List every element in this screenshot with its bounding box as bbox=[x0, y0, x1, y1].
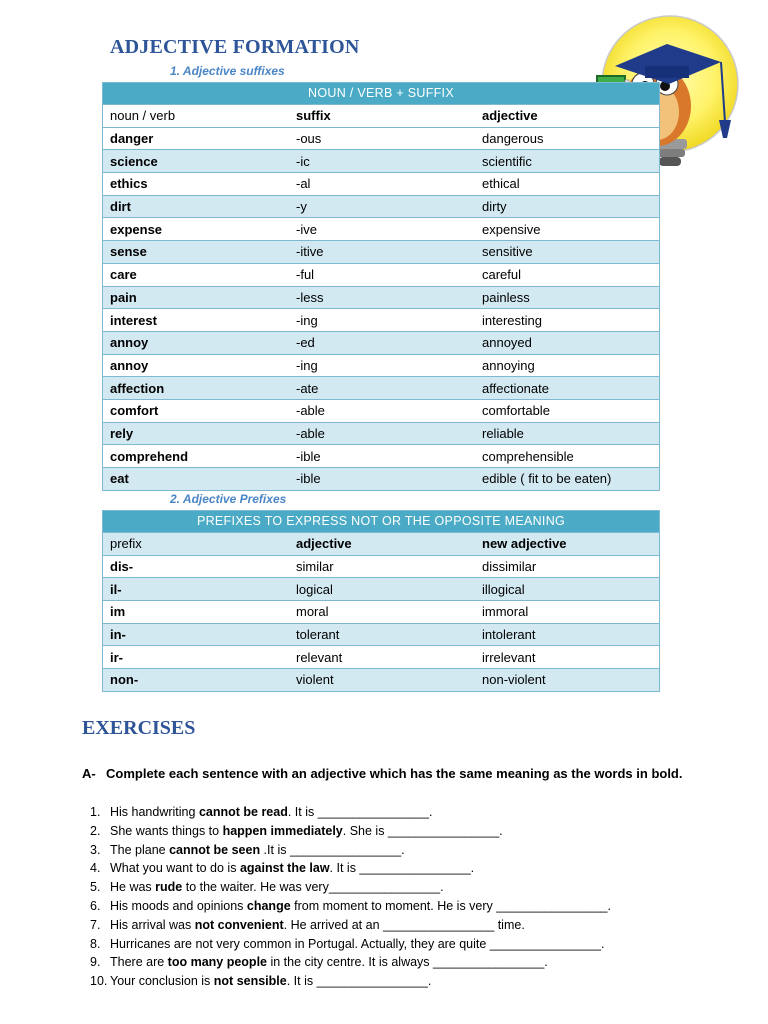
table-row bbox=[103, 354, 660, 377]
table-cell: sense bbox=[103, 241, 290, 264]
table-row bbox=[103, 150, 660, 173]
exercise-number: 8. bbox=[90, 936, 101, 951]
table-cell: -ible bbox=[289, 468, 475, 491]
table-row bbox=[103, 263, 660, 286]
suffix-table bbox=[102, 82, 660, 491]
table-cell: dirt bbox=[103, 195, 290, 218]
table-cell: -ous bbox=[289, 127, 475, 150]
exercise-text: His arrival was bbox=[110, 917, 195, 932]
table-cell: im bbox=[103, 601, 290, 624]
table-cell: violent bbox=[289, 669, 475, 692]
table-cell: -ed bbox=[289, 331, 475, 354]
table-cell: science bbox=[103, 150, 290, 173]
table-cell: non- bbox=[103, 669, 290, 692]
table-cell: dis- bbox=[103, 555, 290, 578]
exercise-text: from moment to moment. He is very ________________. bbox=[290, 898, 611, 913]
exercise-bold-phrase: not sensible bbox=[213, 974, 287, 989]
table-row bbox=[103, 331, 660, 354]
table-cell: -ing bbox=[289, 309, 475, 332]
table-cell: non-violent bbox=[475, 669, 660, 692]
table-row bbox=[103, 445, 660, 468]
exercises-title: EXERCISES bbox=[82, 717, 196, 739]
table-row bbox=[103, 218, 660, 241]
exercise-bold-phrase: not convenient bbox=[194, 917, 284, 932]
table-cell: annoy bbox=[103, 331, 290, 354]
table-cell: -less bbox=[289, 286, 475, 309]
column-header-prefix: prefix bbox=[103, 533, 290, 556]
exercise-bold-phrase: cannot be read bbox=[198, 805, 288, 819]
prefix-table-column-headers bbox=[103, 533, 660, 556]
table-cell: moral bbox=[289, 601, 475, 624]
exercise-item bbox=[90, 803, 611, 822]
table-row bbox=[103, 286, 660, 309]
table-cell: scientific bbox=[475, 150, 660, 173]
table-cell: annoying bbox=[475, 354, 660, 377]
table-row bbox=[103, 195, 660, 218]
table-cell: annoy bbox=[103, 354, 290, 377]
exercise-bold-phrase: cannot be seen bbox=[169, 842, 261, 857]
table-row bbox=[103, 241, 660, 264]
exercise-letter: A- bbox=[82, 766, 96, 781]
table-row bbox=[103, 646, 660, 669]
table-cell: -ic bbox=[289, 150, 475, 173]
table-cell: -ible bbox=[289, 445, 475, 468]
column-header-suffix: suffix bbox=[289, 105, 475, 128]
suffix-section-heading: 1. Adjective suffixes bbox=[170, 64, 285, 78]
exercise-text: She wants things to bbox=[110, 823, 223, 838]
table-cell: pain bbox=[103, 286, 290, 309]
table-cell: -ing bbox=[289, 354, 475, 377]
table-row bbox=[103, 422, 660, 445]
table-cell: -itive bbox=[289, 241, 475, 264]
table-row bbox=[103, 399, 660, 422]
table-cell: ir- bbox=[103, 646, 290, 669]
exercise-number: 7. bbox=[90, 917, 101, 932]
table-cell: expense bbox=[103, 218, 290, 241]
table-cell: sensitive bbox=[475, 241, 660, 264]
table-cell: reliable bbox=[475, 422, 660, 445]
table-cell: comprehend bbox=[103, 445, 290, 468]
suffix-table-title: NOUN / VERB + SUFFIX bbox=[103, 83, 660, 105]
exercise-text: . It is ________________. bbox=[287, 805, 433, 819]
table-cell: dangerous bbox=[475, 127, 660, 150]
column-header-new-adjective: new adjective bbox=[475, 533, 660, 556]
exercise-number: 1. bbox=[90, 805, 101, 819]
table-cell: comprehensible bbox=[475, 445, 660, 468]
exercise-number: 2. bbox=[90, 823, 101, 838]
exercise-item bbox=[90, 822, 611, 841]
exercise-bold-phrase: against the law bbox=[239, 861, 330, 876]
table-cell: logical bbox=[289, 578, 475, 601]
exercise-list bbox=[90, 803, 611, 991]
exercise-text: He was bbox=[110, 880, 156, 895]
prefix-table-title: PREFIXES TO EXPRESS NOT OR THE OPPOSITE MEANING bbox=[103, 511, 660, 533]
table-cell: dissimilar bbox=[475, 555, 660, 578]
exercise-text: His handwriting bbox=[110, 805, 199, 819]
table-cell: il- bbox=[103, 578, 290, 601]
suffix-table-column-headers bbox=[103, 105, 660, 128]
exercise-text: Hurricanes are not very common in Portugal. Actually, they are quite ________________. bbox=[110, 936, 605, 951]
suffix-table-title-row bbox=[103, 83, 660, 105]
table-cell: care bbox=[103, 263, 290, 286]
exercise-number: 6. bbox=[90, 898, 101, 913]
column-header-noun-verb: noun / verb bbox=[103, 105, 290, 128]
exercise-text: . He arrived at an ________________ time. bbox=[283, 917, 525, 932]
prefix-section-heading: 2. Adjective Prefixes bbox=[170, 492, 287, 506]
table-cell: ethical bbox=[475, 173, 660, 196]
table-cell: interest bbox=[103, 309, 290, 332]
exercise-item bbox=[90, 841, 611, 860]
prefix-table-title-row bbox=[103, 511, 660, 533]
table-cell: in- bbox=[103, 623, 290, 646]
column-header-adjective: adjective bbox=[289, 533, 475, 556]
prefix-table bbox=[102, 510, 660, 692]
table-cell: relevant bbox=[289, 646, 475, 669]
table-cell: -able bbox=[289, 399, 475, 422]
table-cell: dirty bbox=[475, 195, 660, 218]
exercise-text: Your conclusion is bbox=[110, 974, 214, 989]
table-row bbox=[103, 669, 660, 692]
exercise-text: There are bbox=[110, 955, 168, 970]
exercise-text: . It is ________________. bbox=[329, 861, 475, 876]
exercise-number: 4. bbox=[90, 861, 101, 876]
table-row bbox=[103, 578, 660, 601]
exercise-bold-phrase: rude bbox=[155, 880, 183, 895]
exercise-number: 3. bbox=[90, 842, 101, 857]
exercise-text: The plane bbox=[110, 842, 170, 857]
table-cell: -ful bbox=[289, 263, 475, 286]
exercise-number: 5. bbox=[90, 880, 101, 895]
exercise-text: What you want to do is bbox=[110, 861, 240, 876]
exercise-text: .It is ________________. bbox=[260, 842, 405, 857]
exercise-bold-phrase: too many people bbox=[167, 955, 267, 970]
table-cell: illogical bbox=[475, 578, 660, 601]
table-cell: -ate bbox=[289, 377, 475, 400]
table-row bbox=[103, 377, 660, 400]
table-cell: rely bbox=[103, 422, 290, 445]
table-row bbox=[103, 468, 660, 491]
exercise-text: . She is ________________. bbox=[342, 823, 503, 838]
exercise-item bbox=[90, 916, 611, 935]
exercise-item bbox=[90, 972, 611, 991]
table-cell: expensive bbox=[475, 218, 660, 241]
table-row bbox=[103, 601, 660, 624]
table-cell: affection bbox=[103, 377, 290, 400]
table-cell: irrelevant bbox=[475, 646, 660, 669]
exercise-bold-phrase: change bbox=[246, 898, 291, 913]
exercise-text: His moods and opinions bbox=[110, 898, 247, 913]
table-cell: similar bbox=[289, 555, 475, 578]
exercise-item bbox=[90, 935, 611, 954]
table-cell: -ive bbox=[289, 218, 475, 241]
table-cell: -able bbox=[289, 422, 475, 445]
exercise-number: 9. bbox=[90, 955, 101, 970]
page-title: ADJECTIVE FORMATION bbox=[110, 36, 360, 58]
exercise-item bbox=[90, 897, 611, 916]
exercise-text: in the city centre. It is always ________________. bbox=[267, 955, 548, 970]
table-cell: comfort bbox=[103, 399, 290, 422]
table-cell: danger bbox=[103, 127, 290, 150]
table-cell: ethics bbox=[103, 173, 290, 196]
table-cell: intolerant bbox=[475, 623, 660, 646]
table-cell: annoyed bbox=[475, 331, 660, 354]
exercise-item bbox=[90, 859, 611, 878]
column-header-adjective: adjective bbox=[475, 105, 660, 128]
table-cell: painless bbox=[475, 286, 660, 309]
exercise-number: 10. bbox=[90, 974, 108, 989]
table-cell: immoral bbox=[475, 601, 660, 624]
table-cell: eat bbox=[103, 468, 290, 491]
table-row bbox=[103, 309, 660, 332]
table-row bbox=[103, 555, 660, 578]
table-row bbox=[103, 623, 660, 646]
table-row bbox=[103, 173, 660, 196]
table-cell: careful bbox=[475, 263, 660, 286]
table-cell: interesting bbox=[475, 309, 660, 332]
exercise-text: . It is ________________. bbox=[286, 974, 432, 989]
exercise-item bbox=[90, 953, 611, 972]
table-cell: comfortable bbox=[475, 399, 660, 422]
table-cell: affectionate bbox=[475, 377, 660, 400]
table-row bbox=[103, 127, 660, 150]
exercise-text: to the waiter. He was very________________. bbox=[182, 880, 444, 895]
exercise-item bbox=[90, 878, 611, 897]
table-cell: edible ( fit to be eaten) bbox=[475, 468, 660, 491]
table-cell: tolerant bbox=[289, 623, 475, 646]
exercise-bold-phrase: happen immediately bbox=[222, 823, 343, 838]
table-cell: -y bbox=[289, 195, 475, 218]
exercise-instruction-text: Complete each sentence with an adjective which has the same meaning as the words in bold. bbox=[106, 766, 683, 781]
table-cell: -al bbox=[289, 173, 475, 196]
exercise-instruction bbox=[82, 766, 683, 781]
